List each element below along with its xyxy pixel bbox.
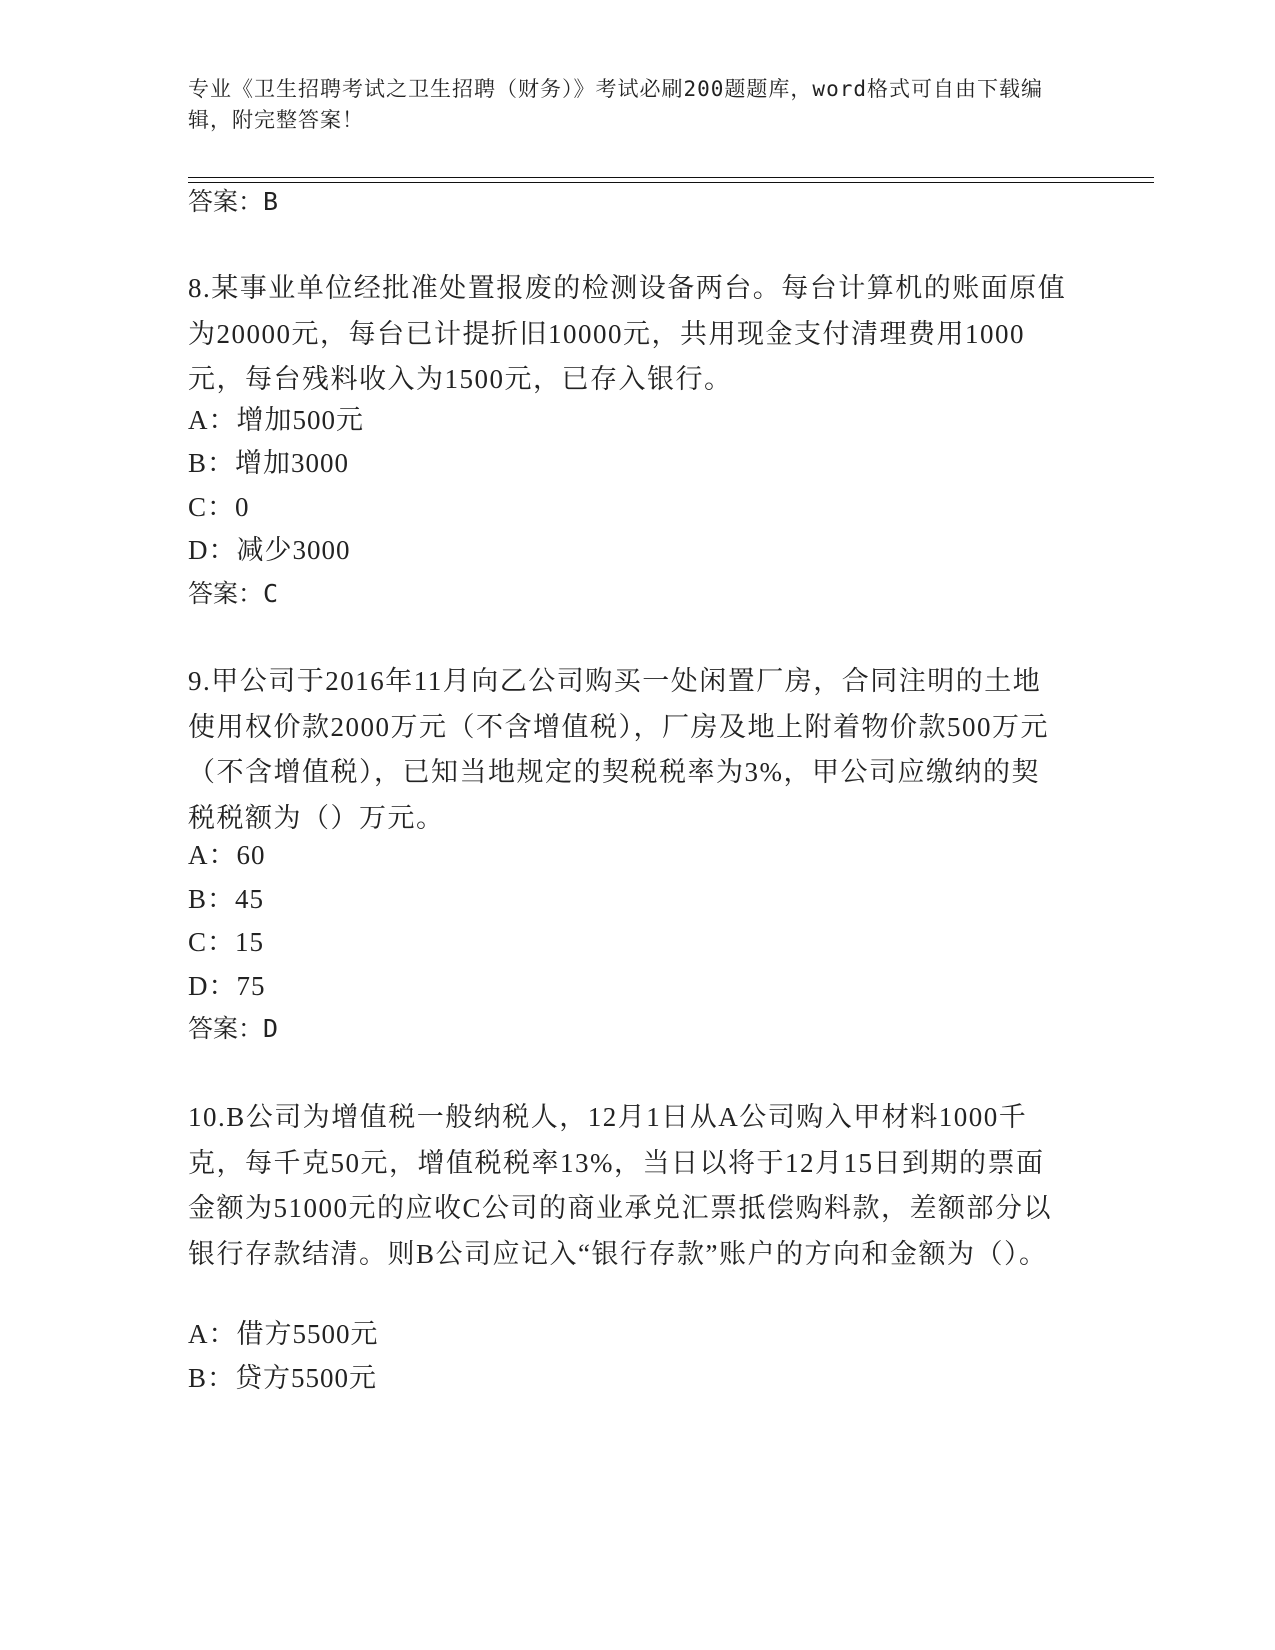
answer-q7: 答案：B — [188, 187, 279, 216]
header-divider-bottom — [188, 182, 1154, 183]
question-8-option-c: C：0 — [188, 492, 250, 522]
question-9-option-b: B：45 — [188, 884, 265, 914]
question-10-option-a: A：借方5500元 — [188, 1319, 379, 1349]
question-8-option-a: A：增加500元 — [188, 405, 364, 435]
answer-q9: 答案：D — [188, 1014, 279, 1043]
question-8-option-d: D：减少3000 — [188, 535, 351, 565]
question-10-text: 10.B公司为增值税一般纳税人，12月1日从A公司购入甲材料1000千克，每千克50元，增值税税率13%，当日以将于12月15日到期的票面金额为51000元的应收C公司的商业承兑汇票抵偿购料款，差额部分以银行存款结清。则B公司应记入“银行存款”账户的方向和金额为（）。 — [188, 1102, 1053, 1269]
header-divider-top — [188, 177, 1154, 178]
question-9-text: 9.甲公司于2016年11月向乙公司购买一处闲置厂房，合同注明的土地使用权价款2000万元（不含增值税），厂房及地上附着物价款500万元（不含增值税），已知当地规定的契税税率为3%，甲公司应缴纳的契税税额为（）万元。 — [188, 666, 1049, 833]
question-10-option-b: B：贷方5500元 — [188, 1363, 378, 1393]
question-9-option-c: C：15 — [188, 927, 265, 957]
question-9-option-a: A：60 — [188, 840, 266, 870]
question-9-option-d: D：75 — [188, 971, 266, 1001]
answer-q8: 答案：C — [188, 579, 279, 608]
question-8-text: 8.某事业单位经批准处置报废的检测设备两台。每台计算机的账面原值为20000元，每台已计提折旧10000元，共用现金支付清理费用1000元，每台残料收入为1500元，已存入银行。 — [188, 273, 1067, 394]
document-header: 专业《卫生招聘考试之卫生招聘（财务）》考试必刷200题题库，word格式可自由下载编辑，附完整答案！ — [188, 77, 1043, 132]
question-8-option-b: B：增加3000 — [188, 448, 350, 478]
